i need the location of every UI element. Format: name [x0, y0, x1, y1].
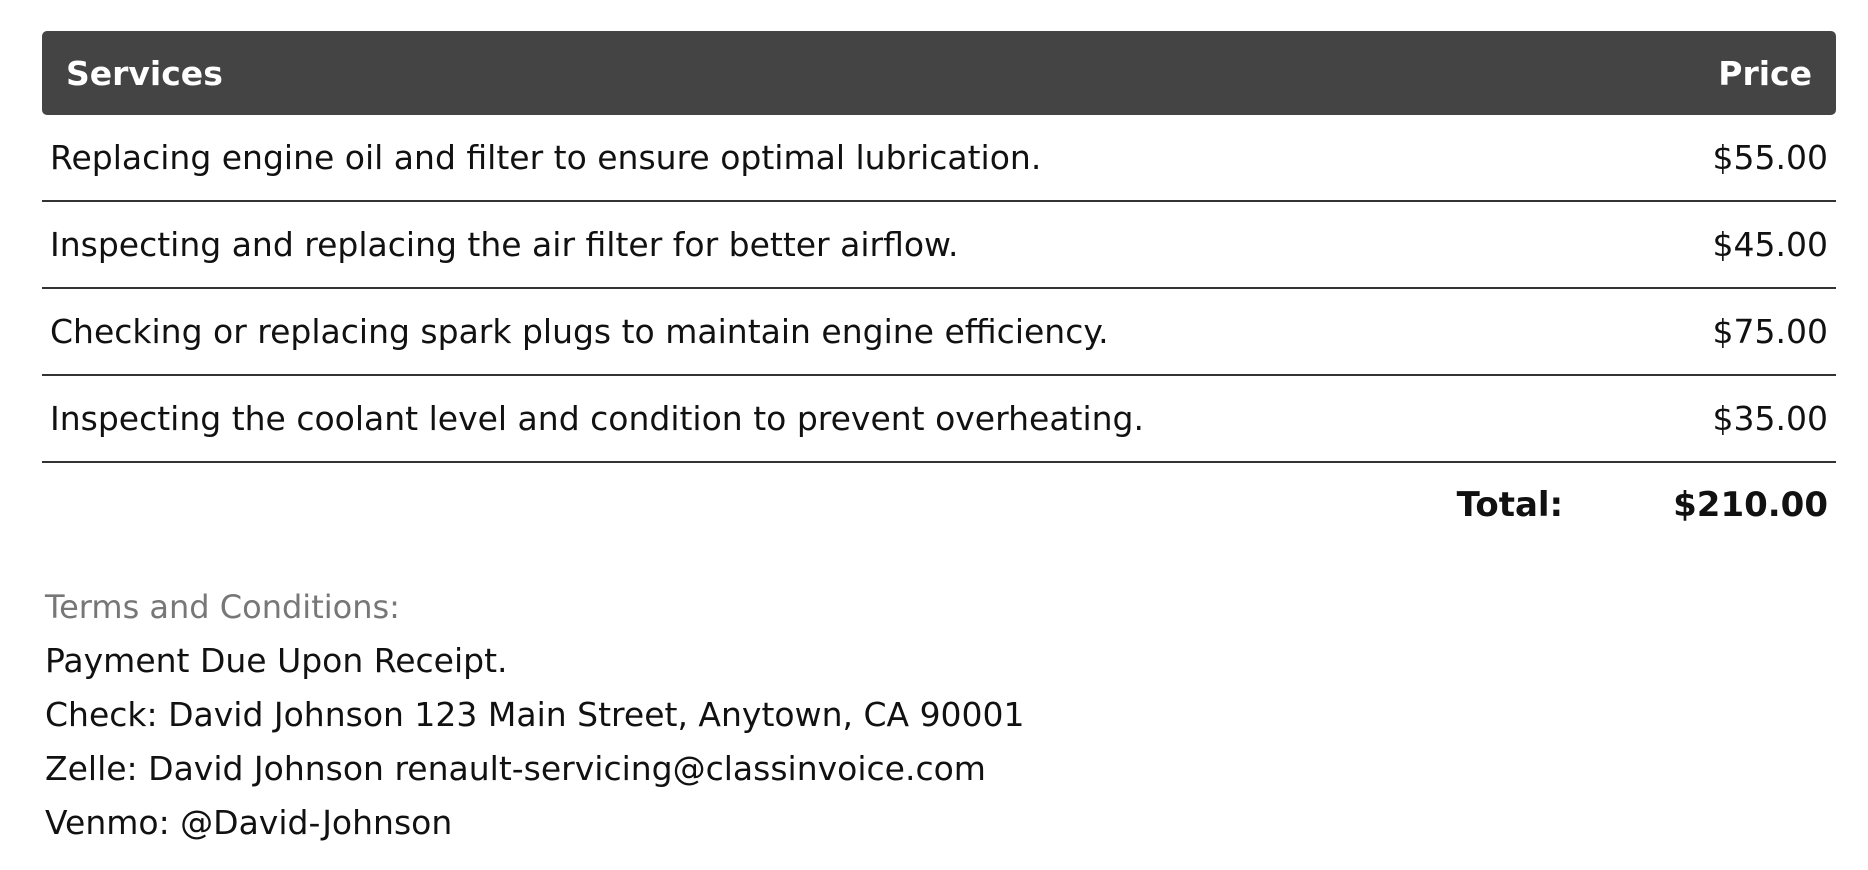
service-description: Replacing engine oil and filter to ensure optimal lubrication.: [50, 138, 1042, 177]
service-price: $45.00: [1712, 225, 1828, 264]
check-payment-info: Check: David Johnson 123 Main Street, Anytown, CA 90001: [45, 695, 1025, 734]
service-description: Inspecting and replacing the air filter for better airflow.: [50, 225, 959, 264]
venmo-payment-info: Venmo: @David-Johnson: [45, 803, 453, 842]
total-value: $210.00: [1673, 485, 1828, 525]
table-row: [42, 376, 1836, 463]
service-price: $35.00: [1712, 399, 1828, 438]
terms-heading: Terms and Conditions:: [45, 588, 400, 626]
table-row: [42, 202, 1836, 289]
table-row: [42, 115, 1836, 202]
service-price: $55.00: [1712, 138, 1828, 177]
price-column-header: Price: [1718, 53, 1812, 93]
zelle-payment-info: Zelle: David Johnson renault-servicing@classinvoice.com: [45, 749, 986, 788]
services-column-header: Services: [66, 53, 223, 93]
table-header: [42, 31, 1836, 115]
payment-due-note: Payment Due Upon Receipt.: [45, 641, 508, 680]
total-row: [42, 463, 1836, 547]
service-price: $75.00: [1712, 312, 1828, 351]
terms-section: [45, 580, 1025, 850]
services-table: [42, 31, 1836, 547]
service-description: Checking or replacing spark plugs to maintain engine efficiency.: [50, 312, 1109, 351]
total-label: Total:: [1456, 485, 1564, 525]
service-description: Inspecting the coolant level and condition to prevent overheating.: [50, 399, 1144, 438]
table-row: [42, 289, 1836, 376]
